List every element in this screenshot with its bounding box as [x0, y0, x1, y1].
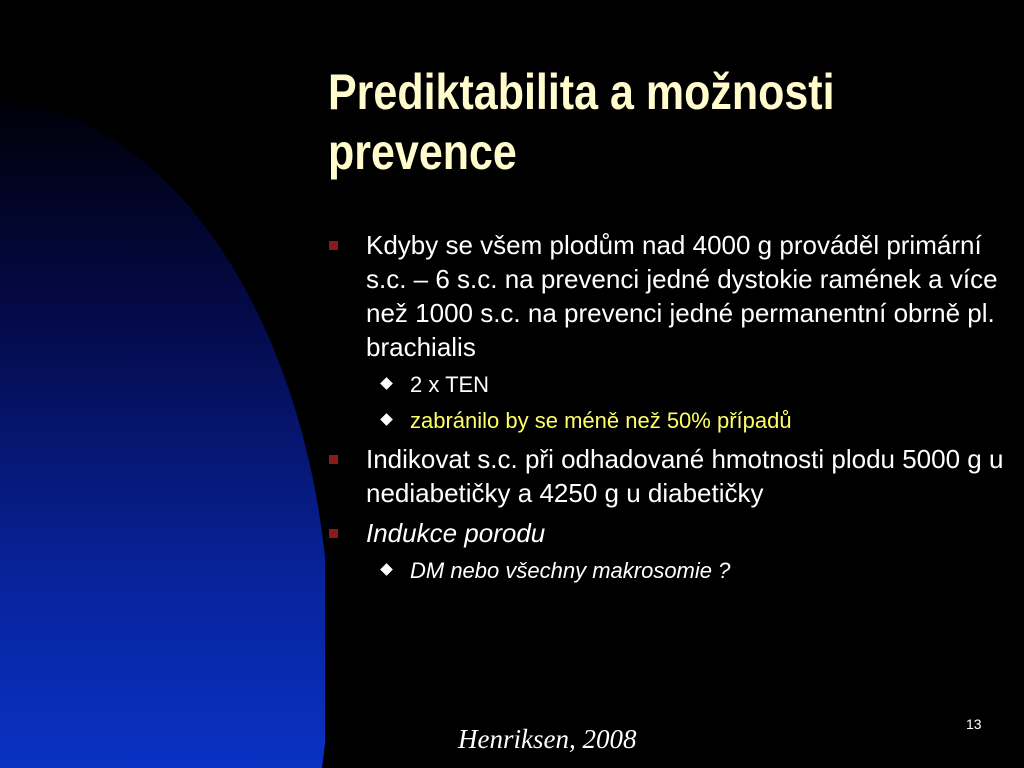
diamond-bullet-icon	[380, 563, 393, 576]
sub-bullet-item-3-1	[326, 556, 1006, 586]
slide-title: Prediktabilita a možnosti prevence	[328, 64, 835, 180]
diamond-bullet-icon	[380, 377, 393, 390]
bullet-text: Kdyby se všem plodům nad 4000 g prováděl primární s.c. – 6 s.c. na prevenci jedné dystokie ramének a více než 1000 s.c. na prevenci jedné permanentní obrně pl. brachialis	[366, 230, 998, 362]
diamond-bullet-icon	[380, 413, 393, 426]
bullet-item-1	[326, 228, 1006, 364]
bullet-item-3	[326, 516, 1006, 550]
background-arc-clip	[0, 0, 325, 768]
sub-bullet-text: DM nebo všechny makrosomie ?	[410, 558, 731, 583]
page-number: 13	[966, 716, 982, 732]
sub-bullet-item-1-1	[326, 370, 1006, 400]
citation: Henriksen, 2008	[458, 724, 637, 754]
bullet-text: Indikovat s.c. při odhadované hmotnosti plodu 5000 g u nediabetičky a 4250 g u diabetičky	[366, 444, 1004, 508]
sub-bullet-text: zabránilo by se méně než 50% případů	[410, 408, 792, 433]
sub-bullet-text: 2 x TEN	[410, 372, 490, 397]
square-bullet-icon	[329, 455, 338, 464]
square-bullet-icon	[329, 241, 338, 250]
background-blue-arc	[0, 100, 325, 768]
bullet-text: Indukce porodu	[366, 518, 546, 548]
slide-content	[326, 228, 1006, 592]
sub-bullet-item-1-2	[326, 406, 1006, 436]
square-bullet-icon	[329, 529, 338, 538]
bullet-item-2	[326, 442, 1006, 510]
